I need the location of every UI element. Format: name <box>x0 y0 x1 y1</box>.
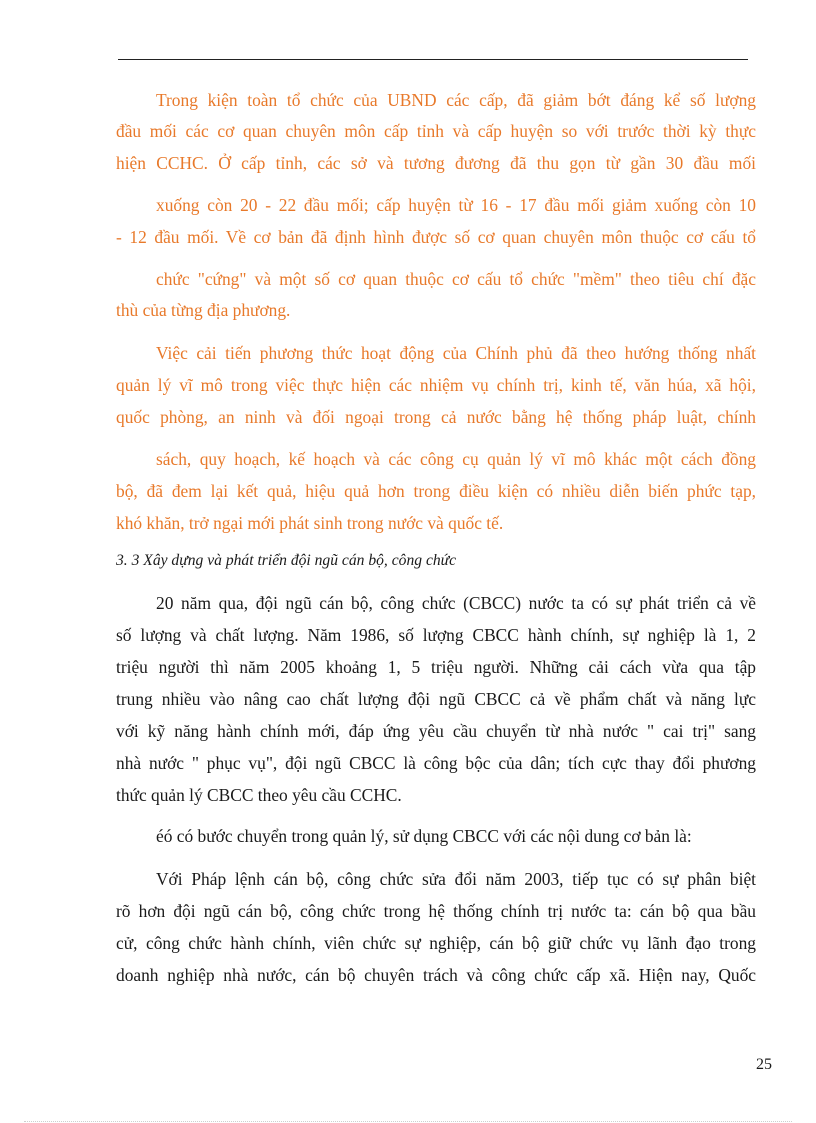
paragraph-1-line-3: hiện CCHC. Ở cấp tỉnh, các sở và tương đương đã thu gọn từ gần 30 đầu mối <box>116 153 756 173</box>
paragraph-5-line-4: doanh nghiệp nhà nước, cán bộ chuyên trách và công chức cấp xã. Hiện nay, Quốc <box>116 965 756 985</box>
section-heading: 3. 3 Xây dựng và phát triển đội ngũ cán bộ, công chức <box>116 552 457 569</box>
paragraph-3-line-5: với kỹ năng hành chính mới, đáp ứng yêu cầu chuyển từ nhà nước " cai trị" sang <box>116 721 756 741</box>
header-rule <box>118 59 748 60</box>
page-number: 25 <box>756 1056 772 1073</box>
paragraph-2-line-5: bộ, đã đem lại kết quả, hiệu quả hơn trong điều kiện có nhiều diễn biến phức tạp, <box>116 481 756 501</box>
paragraph-2-line-1: Việc cải tiến phương thức hoạt động của Chính phủ đã theo hướng thống nhất <box>156 343 756 363</box>
paragraph-2-line-3: quốc phòng, an ninh và đối ngoại trong cả nước bằng hệ thống pháp luật, chính <box>116 407 756 427</box>
paragraph-3-line-1: 20 năm qua, đội ngũ cán bộ, công chức (CBCC) nước ta có sự phát triển cả về <box>156 593 756 613</box>
paragraph-1-line-6: chức "cứng" và một số cơ quan thuộc cơ cấu tổ chức "mềm" theo tiêu chí đặc <box>156 269 756 289</box>
paragraph-4-line-1: éó có bước chuyển trong quản lý, sử dụng CBCC với các nội dung cơ bản là: <box>156 826 692 846</box>
footer-rule <box>24 1121 792 1122</box>
paragraph-3-line-4: trung nhiều vào nâng cao chất lượng đội ngũ CBCC cả về phẩm chất và năng lực <box>116 689 756 709</box>
paragraph-2-line-2: quản lý vĩ mô trong việc thực hiện các nhiệm vụ chính trị, kinh tế, văn húa, xã hội, <box>116 375 756 395</box>
paragraph-3-line-3: triệu người thì năm 2005 khoảng 1, 5 triệu người. Những cải cách vừa qua tập <box>116 657 756 677</box>
paragraph-3-line-7: thức quản lý CBCC theo yêu cầu CCHC. <box>116 785 402 805</box>
paragraph-1-line-1: Trong kiện toàn tổ chức của UBND các cấp, đã giảm bớt đáng kể số lượng <box>156 90 756 110</box>
paragraph-1-line-7: thù của từng địa phương. <box>116 300 291 320</box>
paragraph-3-line-2: số lượng và chất lượng. Năm 1986, số lượng CBCC hành chính, sự nghiệp là 1, 2 <box>116 625 756 645</box>
paragraph-2-line-6: khó khăn, trở ngại mới phát sinh trong nước và quốc tế. <box>116 513 504 533</box>
paragraph-1-line-5: - 12 đầu mối. Về cơ bản đã định hình được số cơ quan chuyên môn thuộc cơ cấu tổ <box>116 227 756 247</box>
paragraph-5-line-3: cử, công chức hành chính, viên chức sự nghiệp, cán bộ giữ chức vụ lãnh đạo trong <box>116 933 756 953</box>
paragraph-1-line-4: xuống còn 20 - 22 đầu mối; cấp huyện từ 16 - 17 đầu mối giảm xuống còn 10 <box>156 195 756 215</box>
paragraph-5-line-2: rõ hơn đội ngũ cán bộ, công chức trong hệ thống chính trị nước ta: cán bộ qua bầu <box>116 901 756 921</box>
paragraph-3-line-6: nhà nước " phục vụ", đội ngũ CBCC là công bộc của dân; tích cực thay đổi phương <box>116 753 756 773</box>
paragraph-2-line-4: sách, quy hoạch, kế hoạch và các công cụ quản lý vĩ mô khác một cách đồng <box>156 449 756 469</box>
paragraph-1-line-2: đầu mối các cơ quan chuyên môn cấp tỉnh và cấp huyện so với trước thời kỳ thực <box>116 121 756 141</box>
paragraph-5-line-1: Với Pháp lệnh cán bộ, công chức sửa đổi năm 2003, tiếp tục có sự phân biệt <box>156 869 756 889</box>
